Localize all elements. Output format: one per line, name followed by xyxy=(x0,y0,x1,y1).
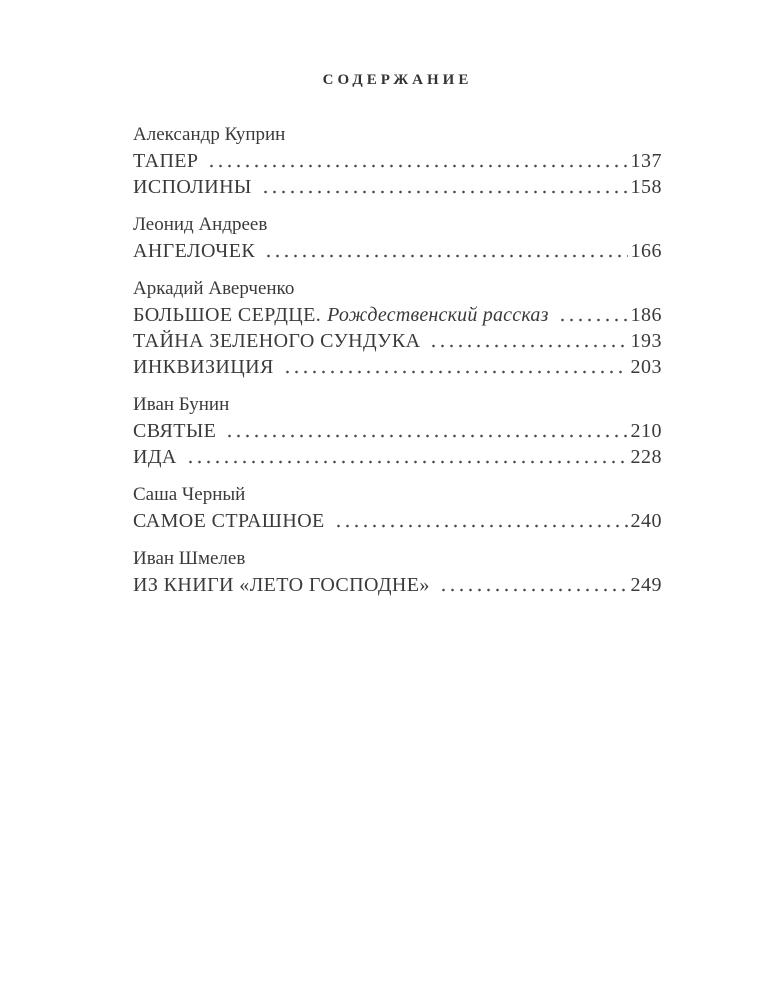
entry-page-number: 158 xyxy=(630,176,662,198)
toc-entry xyxy=(133,302,662,328)
toc-section-averchenko xyxy=(133,276,662,380)
entry-title: БОЛЬШОЕ СЕРДЦЕ. xyxy=(133,304,322,326)
dot-leader xyxy=(184,444,628,470)
entry-title: ИСПОЛИНЫ xyxy=(133,176,252,198)
contents-page xyxy=(133,0,662,598)
toc-section-bunin xyxy=(133,392,662,470)
toc-entry xyxy=(133,174,662,200)
entry-page-number: 166 xyxy=(630,240,662,262)
entry-title: ТАПЕР xyxy=(133,150,199,172)
author-name: Леонид Андреев xyxy=(133,214,268,235)
dot-leader xyxy=(281,354,628,380)
entry-title: САМОЕ СТРАШНОЕ xyxy=(133,510,325,532)
toc-section-cherny xyxy=(133,482,662,534)
entry-title: ИДА xyxy=(133,446,177,468)
entry-title: СВЯТЫЕ xyxy=(133,420,217,442)
toc-section-shmelev xyxy=(133,546,662,598)
toc-entry xyxy=(133,572,662,598)
dot-leader xyxy=(332,508,628,534)
entry-page-number: 193 xyxy=(630,330,662,352)
dot-leader xyxy=(259,174,628,200)
entry-title: АНГЕЛОЧЕК xyxy=(133,240,256,262)
entry-page-number: 249 xyxy=(630,574,662,596)
toc-list xyxy=(133,122,662,598)
dot-leader xyxy=(437,572,628,598)
toc-entry xyxy=(133,354,662,380)
entry-page-number: 186 xyxy=(630,304,662,326)
dot-leader xyxy=(427,328,627,354)
toc-entry xyxy=(133,418,662,444)
toc-entry xyxy=(133,444,662,470)
entry-page-number: 203 xyxy=(630,356,662,378)
toc-section-andreev xyxy=(133,212,662,264)
entry-page-number: 228 xyxy=(630,446,662,468)
author-name: Иван Бунин xyxy=(133,394,230,415)
toc-entry xyxy=(133,238,662,264)
toc-section-kuprin xyxy=(133,122,662,200)
author-name: Аркадий Аверченко xyxy=(133,278,295,299)
toc-entry xyxy=(133,508,662,534)
page-title: СОДЕРЖАНИЕ xyxy=(322,72,473,88)
entry-page-number: 210 xyxy=(630,420,662,442)
entry-page-number: 240 xyxy=(630,510,662,532)
entry-title: ТАЙНА ЗЕЛЕНОГО СУНДУКА xyxy=(133,330,421,352)
dot-leader xyxy=(223,418,627,444)
entry-subtitle: Рождественский рассказ xyxy=(327,304,549,326)
entry-title: ИНКВИЗИЦИЯ xyxy=(133,356,274,378)
author-name: Иван Шмелев xyxy=(133,548,246,569)
toc-entry xyxy=(133,148,662,174)
entry-page-number: 137 xyxy=(630,150,662,172)
dot-leader xyxy=(205,148,627,174)
author-name: Александр Куприн xyxy=(133,124,286,145)
dot-leader xyxy=(556,302,628,328)
dot-leader xyxy=(262,238,627,264)
author-name: Саша Черный xyxy=(133,484,246,505)
toc-entry xyxy=(133,328,662,354)
entry-title: ИЗ КНИГИ «ЛЕТО ГОСПОДНЕ» xyxy=(133,574,430,596)
